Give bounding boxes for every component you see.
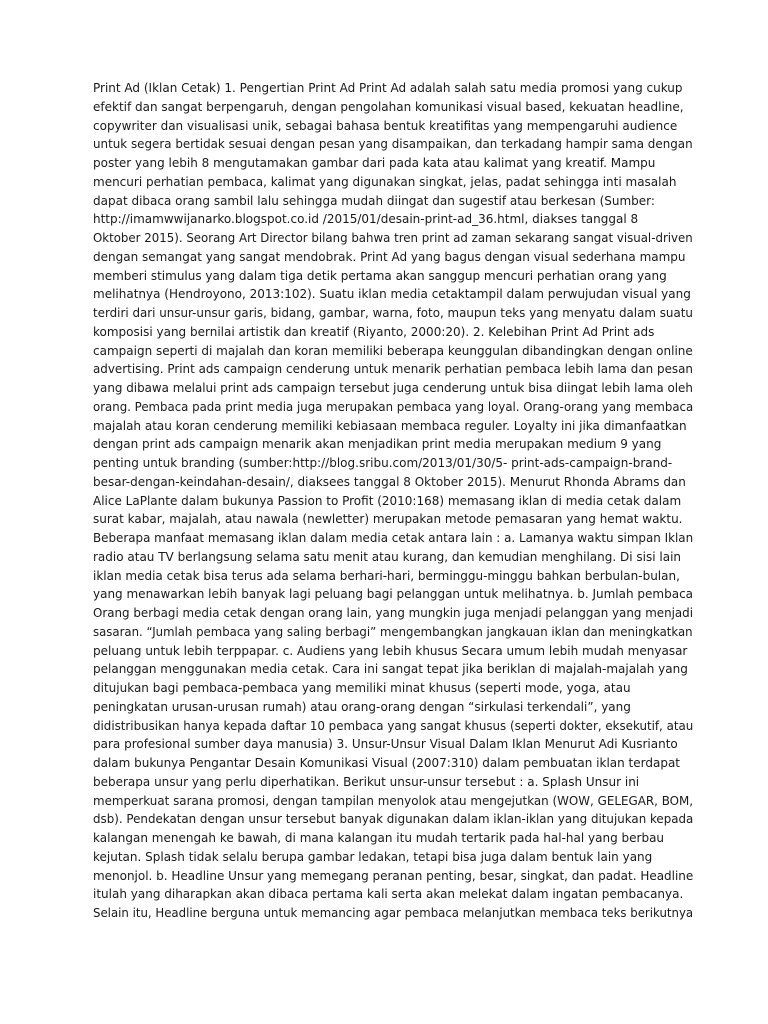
text-line: orang. Pembaca pada print media juga merupakan pembaca yang loyal. Orang-orang yang membaca xyxy=(93,399,694,414)
text-line: advertising. Print ads campaign cenderung untuk menarik perhatian pembaca lebih lama dan pesan xyxy=(93,362,693,377)
text-line: kejutan. Splash tidak selalu berupa gambar ledakan, tetapi bisa juga dalam bentuk lain yang xyxy=(93,849,653,864)
text-line: yang menawarkan lebih banyak lagi peluang bagi pelanggan untuk melihatnya. b. Jumlah pembaca xyxy=(93,587,694,602)
text-line: Print Ad (Iklan Cetak) 1. Pengertian Print Ad Print Ad adalah salah satu media promosi yang cukup xyxy=(93,81,683,95)
text-line: copywriter dan visualisasi unik, sebagai bahasa bentuk kreatifitas yang mempengaruhi audience xyxy=(93,118,678,133)
text-line: dalam bukunya Pengantar Desain Komunikasi Visual (2007:310) dalam pembuatan iklan terdapat xyxy=(93,756,681,770)
body-text xyxy=(93,79,693,923)
text-line: peluang untuk lebih terppapar. c. Audiens yang lebih khusus Secara umum lebih mudah menyasar xyxy=(93,643,688,658)
text-line: Selain itu, Headline berguna untuk memancing agar pembaca melanjutkan membaca teks berikutnya xyxy=(93,906,694,920)
text-line: radio atau TV berlangsung selama satu menit atau kurang, dan kemudian menghilang. Di sisi lain xyxy=(93,549,682,564)
text-line: majalah atau koran cenderung memiliki kebiasaan membaca reguler. Loyalty ini jika dimanfaatkan xyxy=(93,418,687,433)
text-line: http://imamwwijanarko.blogspot.co.id /2015/01/desain-print-ad_36.html, diakses tanggal 8 xyxy=(93,212,639,227)
text-line: memberi stimulus yang dalam tiga detik pertama akan sanggup mencuri perhatian orang yang xyxy=(93,268,667,283)
text-line: Alice LaPlante dalam bukunya Passion to Profit (2010:168) memasang iklan di media cetak dalam xyxy=(93,493,682,508)
text-line: surat kabar, majalah, atau nawala (newletter) merupakan metode pemasaran yang hemat waktu. xyxy=(93,512,683,527)
text-line: terdiri dari unsur-unsur garis, bidang, gambar, warna, foto, maupun teks yang menyatu dalam suatu xyxy=(93,306,693,320)
text-line: iklan media cetak bisa terus ada selama berhari-hari, berminggu-minggu bahkan berbulan-bulan, xyxy=(93,568,680,583)
text-line: komposisi yang bernilai artistik dan kreatif (Riyanto, 2000:20). 2. Kelebihan Print Ad Print ads xyxy=(93,324,655,339)
text-line: Orang berbagi media cetak dengan orang lain, yang mungkin juga menjadi pelanggan yang menjadi xyxy=(93,606,694,620)
text-line: menonjol. b. Headline Unsur yang memegang peranan penting, besar, singkat, dan padat. Headline xyxy=(93,868,694,883)
text-line: Oktober 2015). Seorang Art Director bilang bahwa tren print ad zaman sekarang sangat visual-driven xyxy=(93,231,693,245)
text-line: dsb). Pendekatan dengan unsur tersebut banyak digunakan dalam iklan-iklan yang ditujukan kepada xyxy=(93,812,694,827)
text-line: dengan print ads campaign menarik akan menjadikan print media merupakan medium 9 yang xyxy=(93,437,662,452)
text-line: besar-dengan-keindahan-desain/, diaksees tanggal 8 Oktober 2015). Menurut Rhonda Abrams dan xyxy=(93,474,686,489)
text-line: penting untuk branding (sumber:http://blog.sribu.com/2013/01/30/5- print-ads-campaign-brand- xyxy=(93,456,673,470)
text-line: campaign seperti di majalah dan koran memiliki beberapa keunggulan dibandingkan dengan online xyxy=(93,343,693,358)
text-line: dengan semangat yang sangat mendobrak. Print Ad yang bagus dengan visual sederhana mampu xyxy=(93,249,686,264)
text-line: dapat dibaca orang sambil lalu sehingga mudah diingat dan sugestif atau berkesan (Sumber: xyxy=(93,193,655,208)
text-line: efektif dan sangat berpengaruh, dengan pengolahan komunikasi visual based, kekuatan headline, xyxy=(93,99,684,114)
text-line: beberapa unsur yang perlu diperhatikan. Berikut unsur-unsur tersebut : a. Splash Unsur ini xyxy=(93,774,640,789)
text-line: untuk segera bertidak sesuai dengan pesan yang disampaikan, dan terkadang hampir sama dengan xyxy=(93,137,693,152)
text-line: sasaran. “Jumlah pembaca yang saling berbagi” mengembangkan jangkauan iklan dan meningkatkan xyxy=(93,624,693,639)
text-line: kalangan menengah ke bawah, di mana kalangan itu mudah tertarik pada hal-hal yang berbau xyxy=(93,831,665,845)
text-line: ditujukan bagi pembaca-pembaca yang memiliki minat khusus (seperti mode, yoga, atau xyxy=(93,681,631,695)
text-line: pelanggan menggunakan media cetak. Cara ini sangat tepat jika beriklan di majalah-majalah yang xyxy=(93,662,688,677)
text-line: para profesional sumber daya manusia) 3. Unsur-Unsur Visual Dalam Iklan Menurut Adi Kusrianto xyxy=(93,737,678,752)
text-line: poster yang lebih 8 mengutamakan gambar dari pada kata atau kalimat yang kreatif. Mampu xyxy=(93,156,656,170)
text-line: memperkuat sarana promosi, dengan tampilan menyolok atau mengejutkan (WOW, GELEGAR, BOM, xyxy=(93,793,694,808)
text-line: mencuri perhatian pembaca, kalimat yang digunakan singkat, jelas, padat sehingga inti masalah xyxy=(93,174,677,189)
text-line: yang dibawa melalui print ads campaign tersebut juga cenderung untuk bisa diingat lebih lama oleh xyxy=(93,381,693,395)
text-line: melihatnya (Hendroyono, 2013:102). Suatu iklan media cetaktampil dalam perwujudan visual yang xyxy=(93,287,691,302)
text-line: peningkatan urusan-urusan rumah) atau orang-orang dengan “sirkulasi terkendali”, yang xyxy=(93,699,631,714)
text-line: Beberapa manfaat memasang iklan dalam media cetak antara lain : a. Lamanya waktu simpan Iklan xyxy=(93,531,694,545)
text-line: itulah yang diharapkan akan dibaca pertama kali serta akan melekat dalam ingatan pembacanya. xyxy=(93,887,684,902)
text-line: didistribusikan hanya kepada daftar 10 pembaca yang sangat khusus (seperti dokter, eksekutif, atau xyxy=(93,718,694,733)
